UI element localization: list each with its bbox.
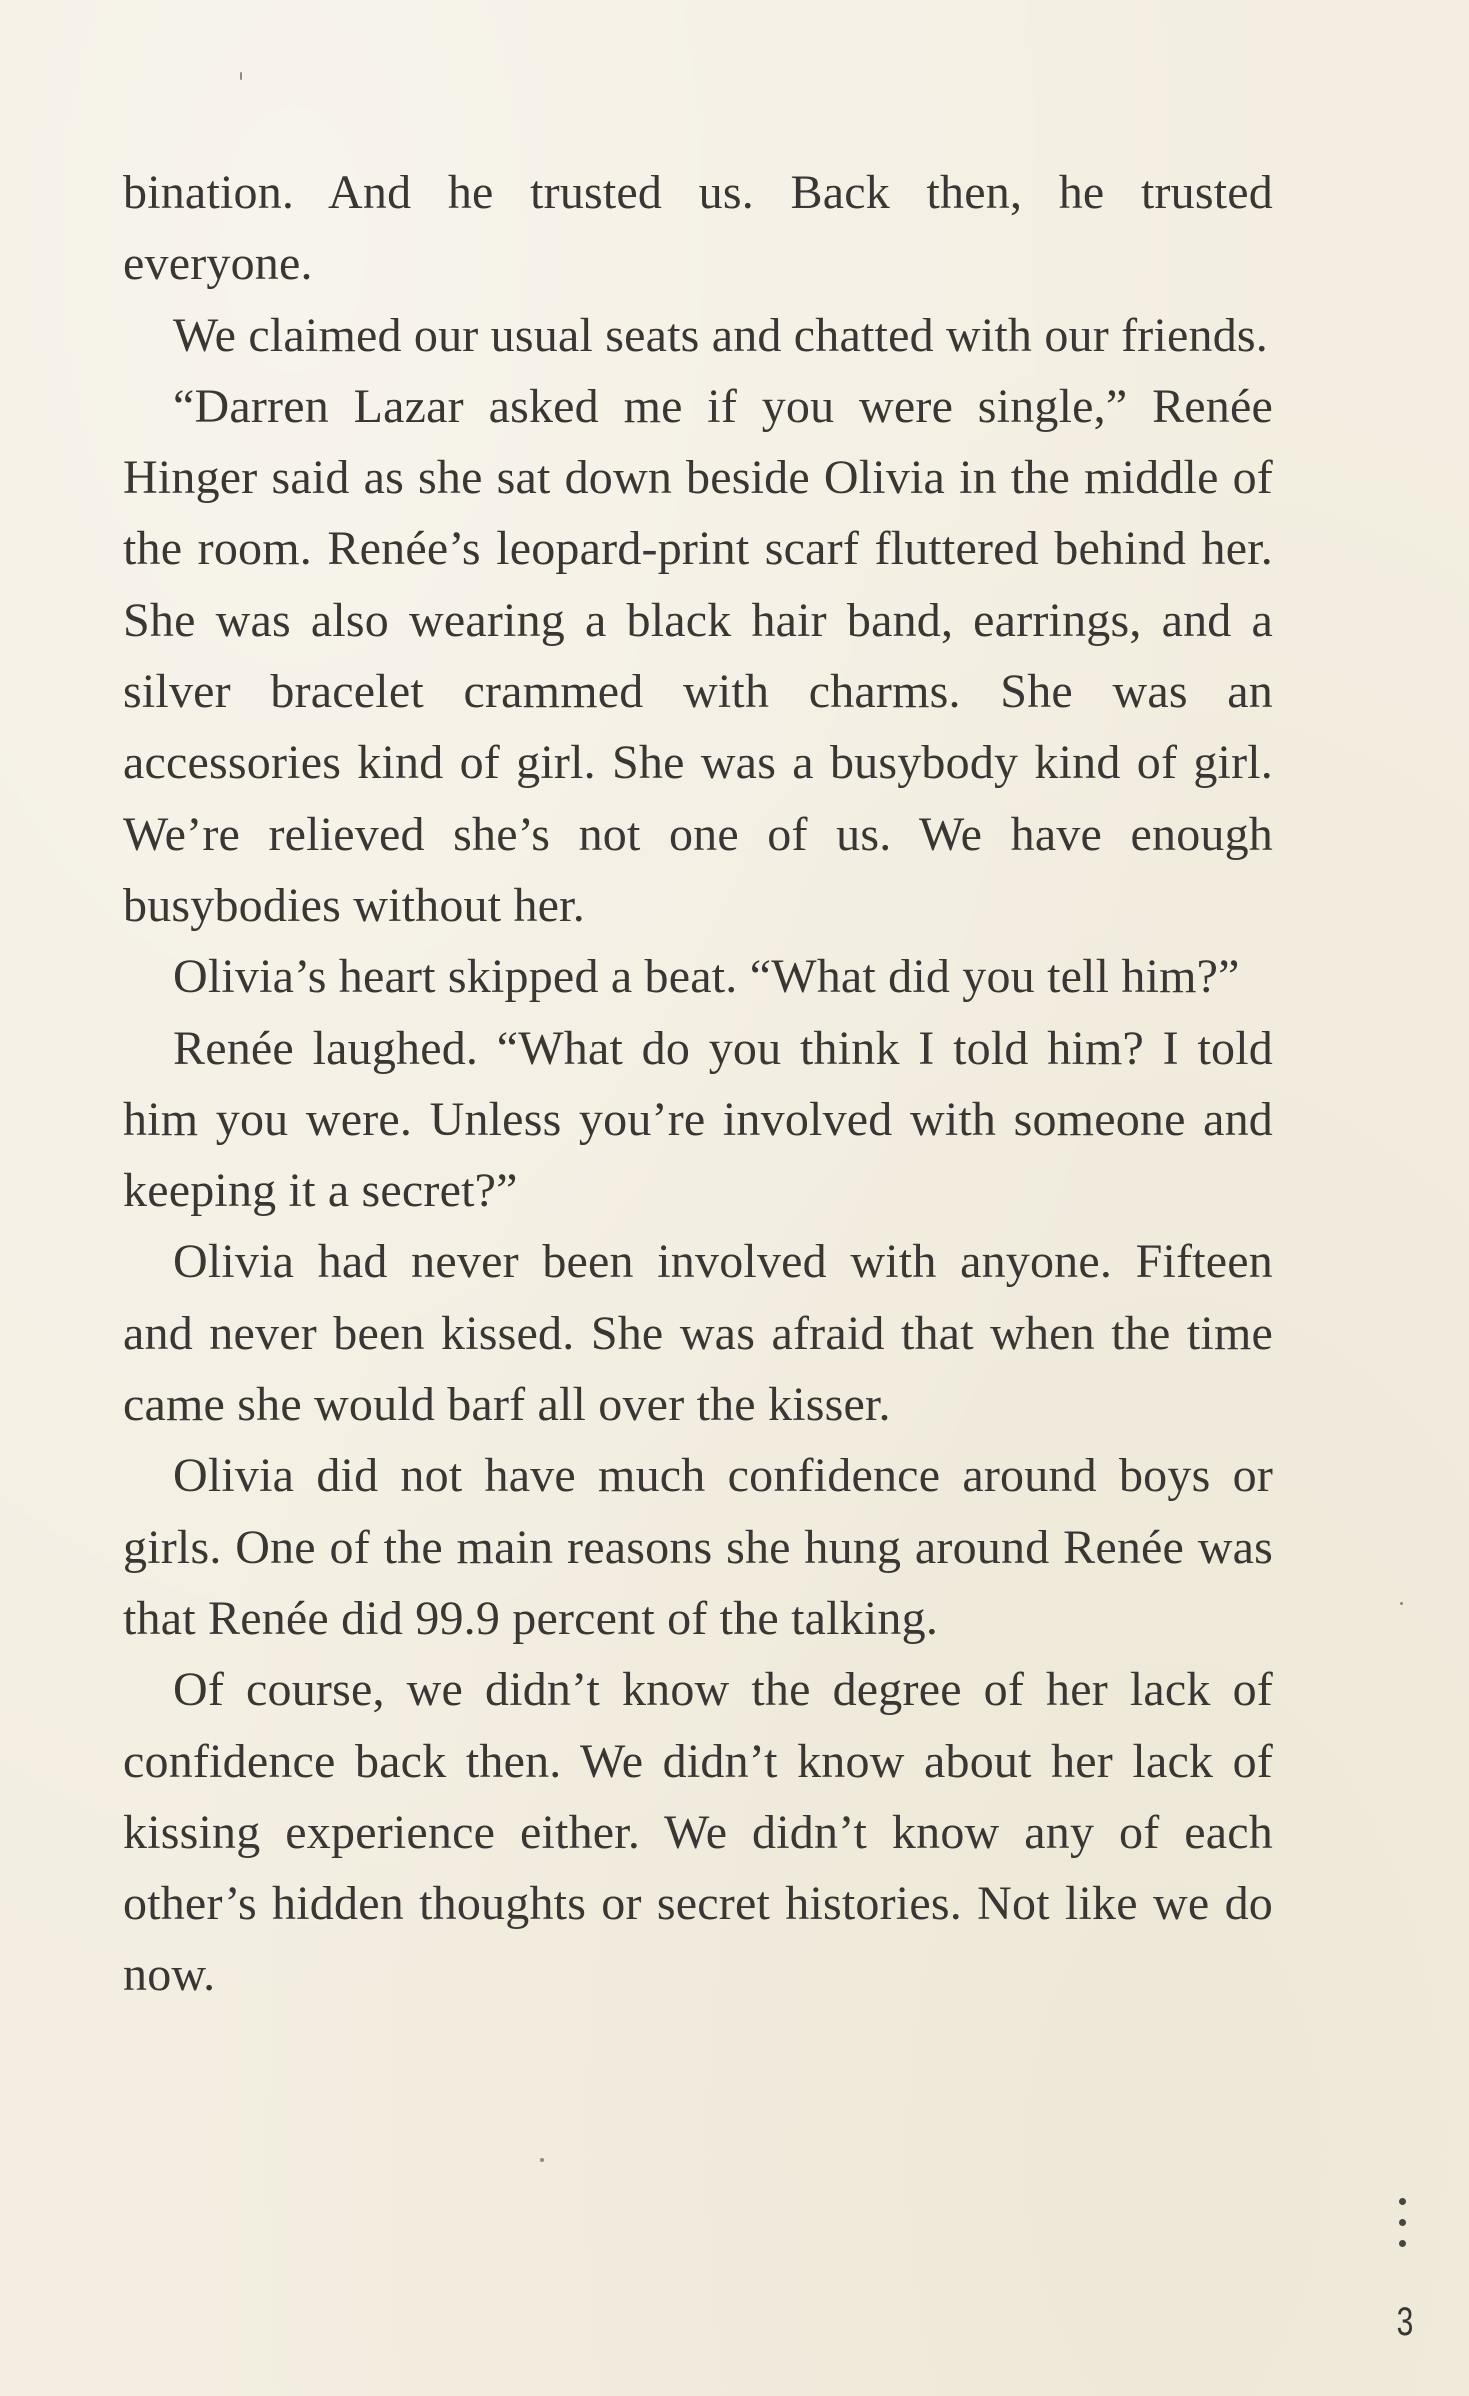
edge-dot: [1399, 2198, 1406, 2205]
body-text: [123, 157, 1273, 2011]
page-number: 3: [1396, 2300, 1413, 2344]
paragraph-4: Olivia’s heart skipped a beat. “What did you tell him?”: [173, 950, 1240, 1004]
edge-dot: [1399, 2240, 1406, 2247]
paper-speck: [540, 2158, 544, 2162]
paragraph-1: bination. And he trusted us. Back then, he trusted everyone.: [123, 166, 1273, 291]
paragraph-5: Renée laughed. “What do you think I told him? I told him you were. Unless you’re involved with someone and keeping it a secret?”: [123, 1021, 1273, 1218]
page-edge-marks: [1399, 2198, 1407, 2268]
edge-dot: [1399, 2219, 1406, 2226]
paragraph-8: Of course, we didn’t know the degree of her lack of confidence back then. We didn’t know about her lack of kissing experience either. We didn’t know any of each other’s hidden thoughts or secret histories. Not like we do now.: [123, 1663, 1273, 2002]
paragraph-6: Olivia had never been involved with anyone. Fifteen and never been kissed. She was afraid that when the time came she would barf all over the kisser.: [123, 1235, 1273, 1432]
paragraph-2: We claimed our usual seats and chatted with our friends.: [173, 308, 1268, 362]
paragraph-3: “Darren Lazar asked me if you were single,” Renée Hinger said as she sat down beside Olivia in the middle of the room. Renée’s leopard-print scarf fluttered behind her. She was also wearing a black hair band, earrings, and a silver bracelet crammed with charms. She was an accessories kind of girl. She was a busybody kind of girl. We’re relieved she’s not one of us. We have enough busybodies without her.: [123, 379, 1273, 932]
paper-speck: [1400, 1602, 1403, 1605]
paragraph-7: Olivia did not have much confidence around boys or girls. One of the main reasons she hung around Renée was that Renée did 99.9 percent of the talking.: [123, 1449, 1273, 1645]
paper-speck: [240, 72, 242, 80]
